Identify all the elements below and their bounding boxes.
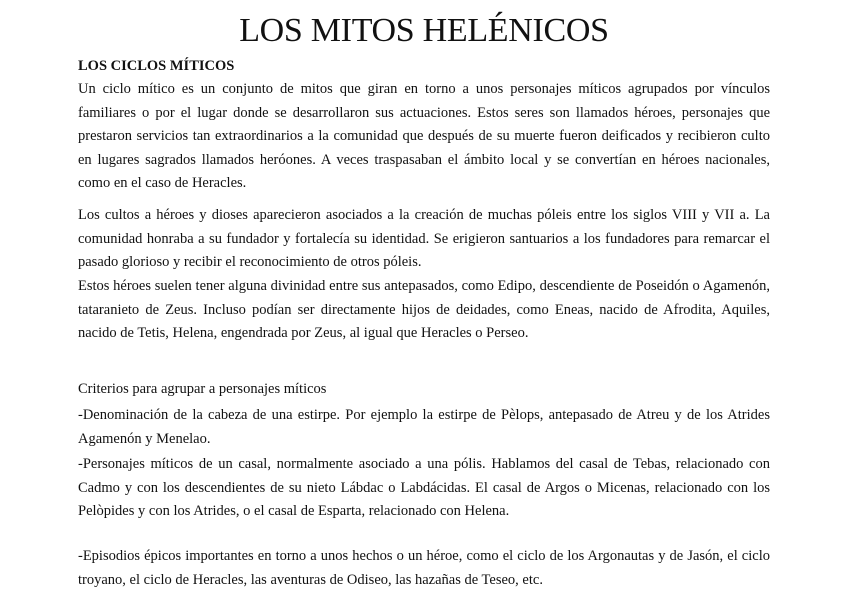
paragraph-antepasados: Estos héroes suelen tener alguna divinidad entre sus antepasados, como Edipo, descendiente de Poseidón o Agamenón, tataranieto de Zeus. Incluso podían ser directamente hijos de deidades, como Eneas, nacido de Afrodita, Aquiles, nacido de Tetis, Helena, engendrada por Zeus, al igual que Heracles o Perseo.: [78, 278, 770, 341]
paragraph-ciclo-mitico: Un ciclo mítico es un conjunto de mitos que giran en torno a unos personajes míticos agrupados por vínculos familiares o por el lugar donde se desarrollaron sus actuaciones. Estos seres son llamados héroes, personajes que prestaron servicios tan extraordinarios a la comunidad que después de su muerte fueron deificados y recibieron culto en lugares sagrados llamados heróones. A veces traspasaban el ámbito local y se convertían en héroes nacionales, como en el caso de Heracles.: [78, 81, 770, 191]
criterion-estirpe: -Denominación de la cabeza de una estirpe. Por ejemplo la estirpe de Pèlops, antepasado de Atreu y de los Atrides Agamenón y Menelao.: [78, 407, 770, 447]
paragraph-cultos: Los cultos a héroes y dioses aparecieron asociados a la creación de muchas póleis entre los siglos VIII y VII a. La comunidad honraba a su fundador y fortalecía su identidad. Se erigieron santuarios a los fundadores para remarcar el pasado glorioso y recibir el reconocimiento de otros póleis.: [78, 207, 770, 270]
section-heading: LOS CICLOS MÍTICOS: [78, 58, 235, 74]
criteria-heading: Criterios para agrupar a personajes míticos: [78, 381, 327, 397]
criterion-casal: -Personajes míticos de un casal, normalmente asociado a una pólis. Hablamos del casal de Tebas, relacionado con Cadmo y con los descendientes de su nieto Lábdac o Labdácidas. El casal de Argos o Micenas, relacionado con los Pelòpides y con los Atrides, o el casal de Esparta, relacionado con Helena.: [78, 456, 770, 519]
criterion-episodios: -Episodios épicos importantes en torno a unos hechos o un héroe, como el ciclo de los Argonautas y de Jasón, el ciclo troyano, el ciclo de Heracles, las aventuras de Odiseo, las hazañas de Teseo, etc.: [78, 548, 770, 588]
page-title: LOS MITOS HELÉNICOS: [239, 12, 609, 49]
